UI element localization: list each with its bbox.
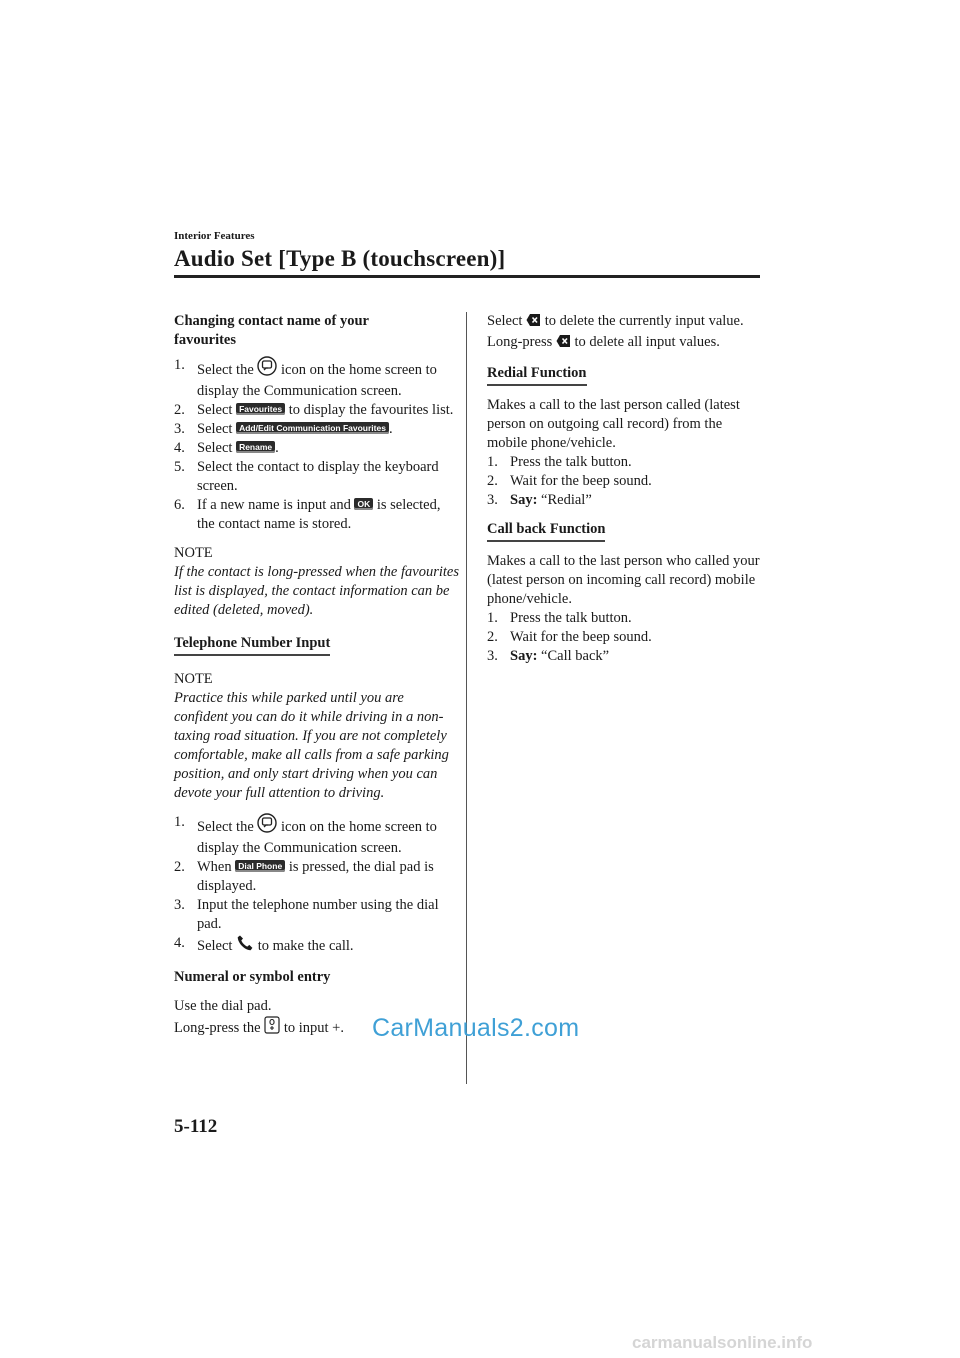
page-number: 5-112 bbox=[174, 1116, 218, 1137]
handset-icon bbox=[236, 934, 254, 958]
add-edit-favourites-button-image: Add/Edit Communication Favourites bbox=[236, 422, 389, 434]
list-item: 3. Select Add/Edit Communication Favourites . bbox=[174, 421, 393, 437]
list-item: 2. Wait for the beep sound. bbox=[487, 629, 652, 645]
zero-key-icon bbox=[264, 1016, 280, 1040]
note-label: NOTE bbox=[174, 545, 213, 561]
list-item: 1. Press the talk button. bbox=[487, 610, 632, 626]
list-item: 1. Press the talk button. bbox=[487, 454, 632, 470]
phone-communication-icon bbox=[257, 813, 277, 839]
delete-text: Long-press to delete all input values. bbox=[487, 333, 762, 354]
list-item: 4. Select Rename . bbox=[174, 440, 279, 456]
list-item: 1. Select the icon on the home screen to display the Communication screen. bbox=[174, 814, 437, 856]
delete-icon bbox=[526, 313, 541, 333]
dial-phone-button-image: Dial Phone bbox=[235, 860, 285, 872]
list-item: 2. Select Favourites to display the favourites list. bbox=[174, 402, 454, 418]
delete-text: Select to delete the currently input value. bbox=[487, 312, 762, 333]
changing-steps-list bbox=[174, 356, 459, 534]
call-back-function-heading: Call back Function bbox=[487, 520, 605, 542]
redial-steps-list bbox=[487, 453, 762, 510]
note-label: NOTE bbox=[174, 671, 213, 687]
telephone-steps-list bbox=[174, 813, 459, 958]
right-column bbox=[487, 312, 762, 676]
redial-function-heading: Redial Function bbox=[487, 364, 587, 386]
list-item: 3. Say: “Redial” bbox=[487, 492, 592, 508]
numeral-text: Long-press the to input +. bbox=[174, 1016, 459, 1040]
list-item: 5. Select the contact to display the keyboard screen. bbox=[174, 459, 439, 494]
left-column bbox=[174, 312, 459, 1040]
section-label: Interior Features bbox=[174, 230, 255, 242]
callback-steps-list bbox=[487, 609, 762, 666]
note-text: If the contact is long-pressed when the favourites list is displayed, the contact information can be edited (deleted, moved). bbox=[174, 564, 459, 618]
list-item: 3. Input the telephone number using the dial pad. bbox=[174, 897, 439, 932]
redial-text: Makes a call to the last person called (latest person on outgoing call record) from the mobile phone/vehicle. bbox=[487, 397, 740, 451]
list-item: 2. When Dial Phone is pressed, the dial pad is displayed. bbox=[174, 859, 434, 894]
note-text: Practice this while parked until you are confident you can do it while driving in a non-taxing road situation. If you are not completely comfortable, make all calls from a safe parking position, and only start driving when you can devote your full attention to driving. bbox=[174, 690, 449, 801]
telephone-number-input-heading: Telephone Number Input bbox=[174, 634, 330, 656]
watermark: CarManuals2.com bbox=[372, 1014, 580, 1042]
list-item: 1. Select the icon on the home screen to display the Communication screen. bbox=[174, 357, 437, 399]
column-divider bbox=[466, 312, 467, 1084]
rename-button-image: Rename bbox=[236, 441, 275, 453]
title-rule bbox=[174, 275, 760, 278]
list-item: 4. Select to make the call. bbox=[174, 934, 459, 958]
list-item: 2. Wait for the beep sound. bbox=[487, 473, 652, 489]
changing-contact-heading: Changing contact name of your favourites bbox=[174, 313, 369, 348]
callback-text: Makes a call to the last person who called your (latest person on incoming call record) mobile phone/vehicle. bbox=[487, 553, 760, 607]
delete-icon bbox=[556, 334, 571, 354]
numeral-symbol-heading: Numeral or symbol entry bbox=[174, 969, 331, 985]
page-title: Audio Set [Type B (touchscreen)] bbox=[174, 246, 506, 271]
ok-button-image: OK bbox=[354, 498, 373, 510]
list-item: 3. Say: “Call back” bbox=[487, 648, 610, 664]
numeral-text: Use the dial pad. bbox=[174, 998, 272, 1014]
phone-communication-icon bbox=[257, 356, 277, 382]
footer-url[interactable]: carmanualsonline.info bbox=[632, 1333, 813, 1352]
list-item: 6. If a new name is input and OK is selected, the contact name is stored. bbox=[174, 497, 441, 532]
favourites-button-image: Favourites bbox=[236, 403, 285, 415]
